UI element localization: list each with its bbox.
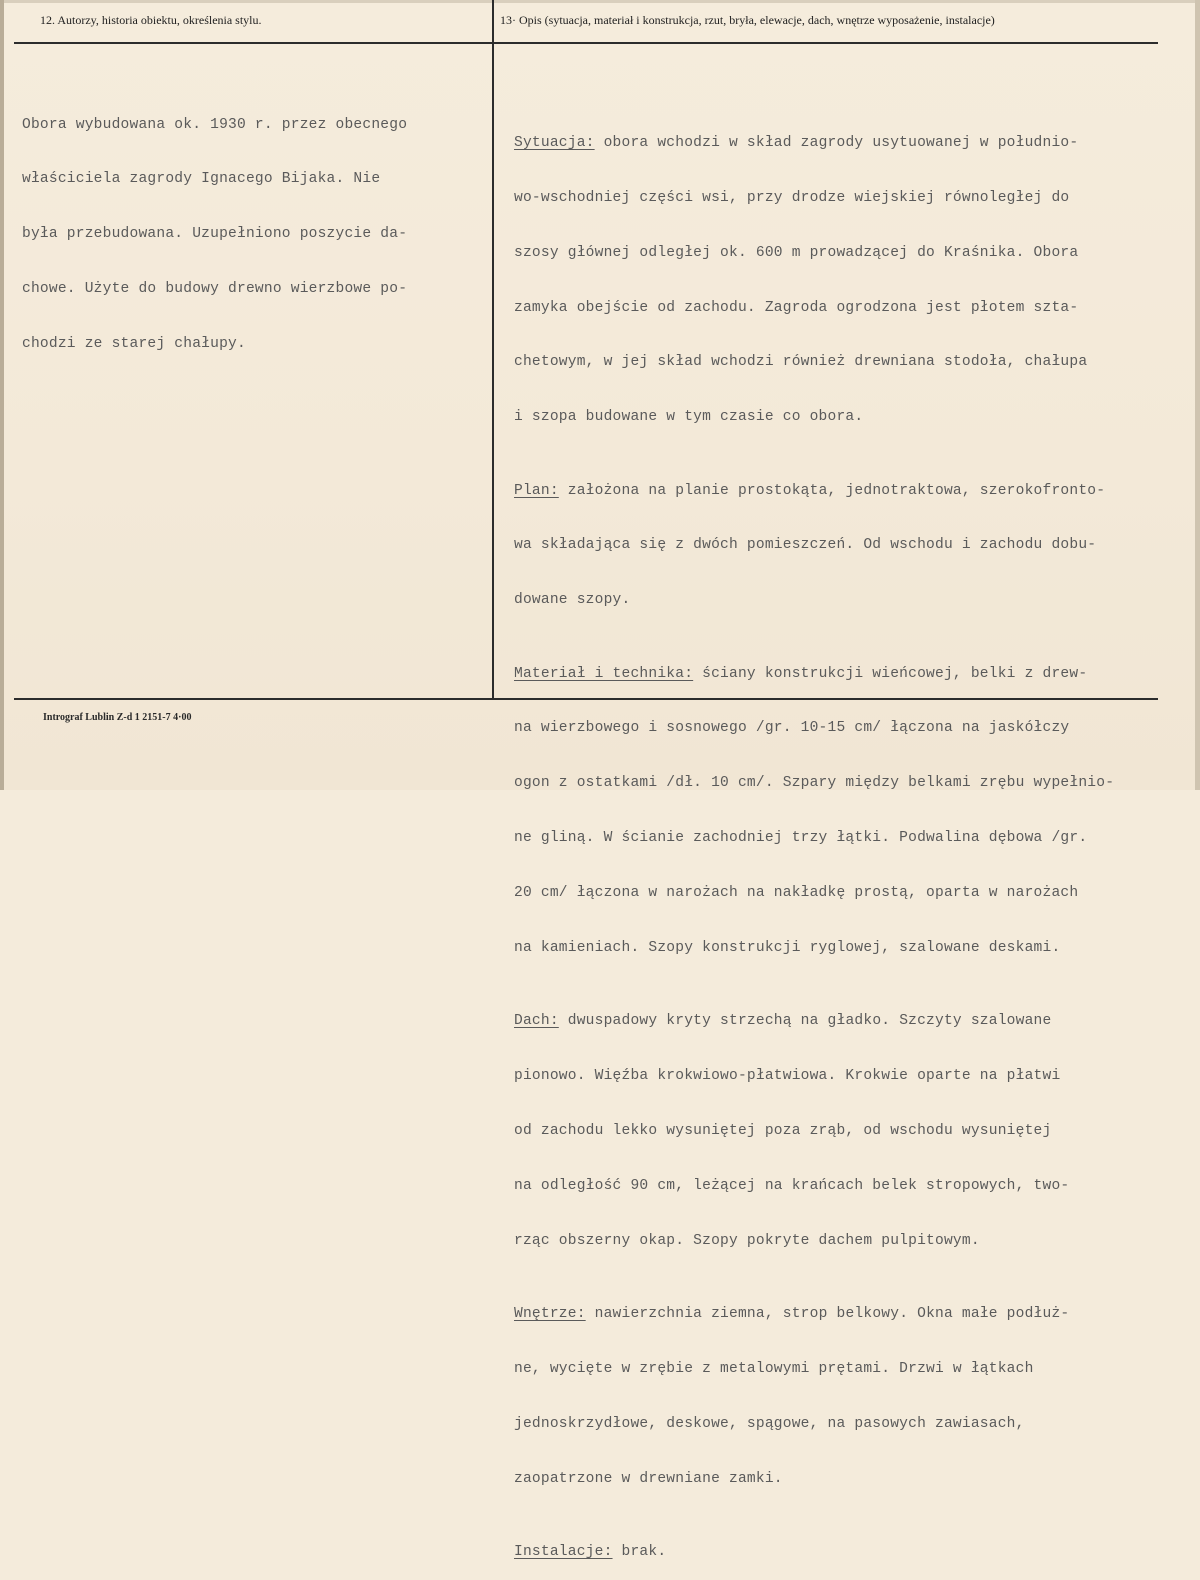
history-line: Obora wybudowana ok. 1930 r. przez obecnego: [22, 116, 408, 133]
history-line: chowe. Użyte do budowy drewno wierzbowe po-: [22, 281, 408, 298]
description-line-text: brak.: [612, 1543, 667, 1560]
top-edge: [0, 0, 1200, 3]
history-line: była przebudowana. Uzupełniono poszycie da-: [22, 226, 408, 243]
description-line: od zachodu lekko wysuniętej poza zrąb, od wschodu wysuniętej: [514, 1122, 1052, 1139]
description-line: [514, 134, 1114, 152]
history-text: [22, 79, 407, 390]
field-12-label: 12. Autorzy, historia obiektu, określenia stylu.: [40, 13, 262, 27]
header-divider: [14, 42, 1158, 44]
description-line: rząc obszerny okap. Szopy pokryte dachem pulpitowym.: [514, 1232, 980, 1249]
description-line: [514, 1305, 1114, 1323]
section-heading-sytuacja: Sytuacja:: [514, 134, 595, 151]
description-line: chetowym, w jej skład wchodzi również drewniana stodoła, chałupa: [514, 354, 1088, 371]
description-line: wa składająca się z dwóch pomieszczeń. Od wschodu i zachodu dobu-: [514, 537, 1097, 554]
history-line: chodzi ze starej chałupy.: [22, 336, 246, 353]
left-edge: [0, 0, 4, 790]
description-line: na kamieniach. Szopy konstrukcji ryglowej, szalowane deskami.: [514, 939, 1061, 956]
field-13-label: 13· Opis (sytuacja, materiał i konstrukcja, rzut, bryła, elewacje, dach, wnętrze wyposażenie, instalacje): [500, 13, 995, 27]
section-heading-plan: Plan:: [514, 482, 559, 499]
history-line: właściciela zagrody Ignacego Bijaka. Nie: [22, 171, 381, 188]
section-heading-material: Materiał i technika:: [514, 665, 694, 682]
description-line: 20 cm/ łączona w narożach na nakładkę prostą, oparta w narożach: [514, 885, 1079, 902]
description-line: i szopa budowane w tym czasie co obora.: [514, 409, 864, 426]
right-edge: [1195, 0, 1200, 790]
description-line: jednoskrzydłowe, deskowe, spągowe, na pasowych zawiasach,: [514, 1415, 1025, 1432]
section-heading-dach: Dach:: [514, 1013, 559, 1030]
description-line-text: dwuspadowy kryty strzechą na gładko. Szczyty szalowane: [558, 1013, 1052, 1030]
section-heading-instalacje: Instalacje:: [514, 1543, 613, 1560]
description-line: [514, 482, 1114, 500]
description-line: [514, 665, 1114, 683]
description-text: [514, 79, 1114, 1580]
printer-imprint: Intrograf Lublin Z-d 1 2151-7 4·00: [43, 712, 192, 723]
description-line: ogon z ostatkami /dł. 10 cm/. Szpary między belkami zrębu wypełnio-: [514, 775, 1115, 792]
description-line: szosy głównej odległej ok. 600 m prowadzącej do Kraśnika. Obora: [514, 244, 1079, 261]
description-line: [514, 1543, 1114, 1561]
description-line: ne, wycięte w zrębie z metalowymi prętami. Drzwi w łątkach: [514, 1360, 1034, 1377]
description-line-text: ściany konstrukcji wieńcowej, belki z drew-: [693, 665, 1088, 682]
section-heading-wnetrze: Wnętrze:: [514, 1305, 586, 1322]
description-line-text: założona na planie prostokąta, jednotraktowa, szerokofronto-: [558, 482, 1106, 499]
description-line: wo-wschodniej części wsi, przy drodze wiejskiej równoległej do: [514, 189, 1070, 206]
description-line: [514, 1012, 1114, 1030]
description-line-text: obora wchodzi w skład zagrody usytuowanej w południo-: [594, 134, 1079, 151]
description-line: dowane szopy.: [514, 592, 631, 609]
column-divider: [492, 0, 494, 698]
description-line: ne gliną. W ścianie zachodniej trzy łątki. Podwalina dębowa /gr.: [514, 830, 1088, 847]
description-line: zamyka obejście od zachodu. Zagroda ogrodzona jest płotem szta-: [514, 299, 1079, 316]
description-line: na wierzbowego i sosnowego /gr. 10-15 cm/ łączona na jaskółczy: [514, 720, 1070, 737]
description-line: na odległość 90 cm, leżącej na krańcach belek stropowych, two-: [514, 1177, 1070, 1194]
description-line: pionowo. Więźba krokwiowo-płatwiowa. Krokwie oparte na płatwi: [514, 1068, 1061, 1085]
description-line: zaopatrzone w drewniane zamki.: [514, 1470, 783, 1487]
description-line-text: nawierzchnia ziemna, strop belkowy. Okna małe podłuż-: [585, 1305, 1070, 1322]
